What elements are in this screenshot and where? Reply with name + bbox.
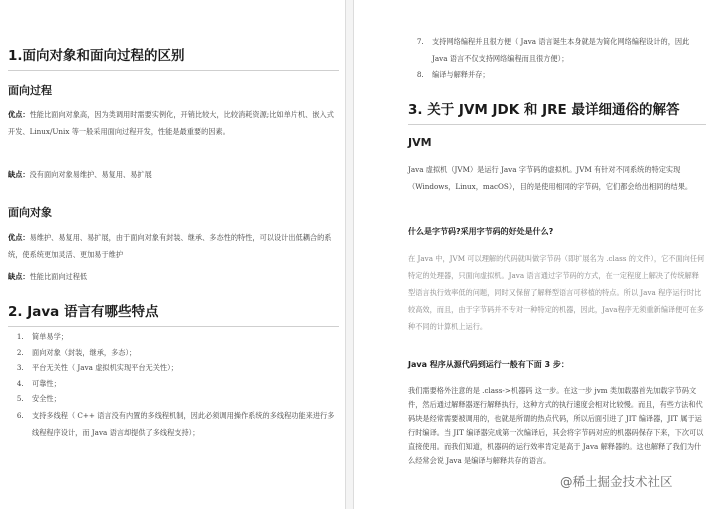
steps-paragraph: 我们需要格外注意的是 .class->机器码 这一步。在这一步 jvm 类加载器首先加载字节码文件，然后通过解释器逐行解释执行，这种方式的执行速度会相对比较慢。而且，有些方法和代码块是经常需要被调用的，也就是所谓的热点代码，所以后面引进了 JIT 编译器，JIT 属于运行时编译。当 JIT 编译器完成第一次编译后，其会将字节码对应的机器码保存下来，下次可以直接使用。而我们知道，机器码的运行效率肯定是高于 Java 解释器的。这也解释了我们为什么经常会说 Java 是编译与解释共存的语言。 [408, 386, 704, 465]
section1-rule [8, 70, 339, 71]
watermark-text: @稀土掘金技术社区 [560, 474, 673, 489]
steps-heading: Java 程序从源代码到运行一般有下面 3 步： [408, 360, 569, 369]
features-list [12, 329, 339, 441]
section2-title: 2. Java 语言有哪些特点 [8, 304, 159, 320]
section3-rule [408, 124, 706, 125]
list-item: 8. 编译与解释并存； [426, 67, 706, 83]
list-item: 7. 支持网络编程并且很方便（ Java 语言诞生本身就是为简化网络编程设计的，因此 Java 语言不仅支持网络编程而且很方便）； [426, 33, 706, 67]
procedural-heading: 面向过程 [8, 84, 52, 97]
section1-title: 1.面向对象和面向过程的区别 [8, 48, 185, 64]
left-page [0, 0, 346, 509]
bytecode-heading: 什么是字节码?采用字节码的好处是什么? [408, 227, 554, 236]
jvm-paragraph: Java 虚拟机（JVM）是运行 Java 字节码的虚拟机。JVM 有针对不同系统的特定实现（Windows，Linux，macOS），目的是使用相同的字节码，它们都会给出相同的结果。 [408, 165, 693, 191]
section2-rule [8, 326, 339, 327]
list-item: 4. 可靠性； [26, 376, 339, 392]
features-list-continued [412, 33, 706, 83]
oop-pros [8, 229, 339, 263]
procedural-pros-label: 优点： [8, 110, 30, 119]
list-item: 6. 支持多线程（ C++ 语言没有内置的多线程机制，因此必须调用操作系统的多线程功能来进行多线程程序设计，而 Java 语言却提供了多线程支持）； [26, 407, 339, 441]
procedural-cons [8, 166, 339, 183]
oop-heading: 面向对象 [8, 206, 52, 219]
bytecode-paragraph: 在 Java 中，JVM 可以理解的代码就叫做字节码（即扩展名为 .class 的文件），它不面向任何特定的处理器，只面向虚拟机。Java 语言通过字节码的方式，在一定程度上解决了传统解释型语言执行效率低的问题，同时又保留了解释型语言可移植的特点。所以 Java 程序运行时比较高效，而且，由于字节码并不专对一种特定的机器，因此，Java程序无须重新编译便可在多种不同的计算机上运行。 [408, 254, 705, 331]
oop-cons [8, 268, 339, 285]
oop-cons-label: 缺点： [8, 272, 30, 281]
oop-cons-text: 性能比面向过程低 [29, 272, 88, 281]
procedural-cons-label: 缺点： [8, 170, 30, 179]
jvm-heading: JVM [408, 136, 432, 149]
procedural-pros-text: 性能比面向对象高，因为类调用时需要实例化，开销比较大，比较消耗资源;比如单片机、嵌入式开发、Linux/Unix 等一般采用面向过程开发，性能是最重要的因素。 [8, 110, 334, 136]
section2-heading-block [8, 300, 339, 327]
procedural-pros [8, 106, 339, 140]
section1-heading-block [8, 44, 339, 71]
section3-heading-block [408, 98, 706, 125]
section3-title: 3. 关于 JVM JDK 和 JRE 最详细通俗的解答 [408, 102, 680, 118]
list-item: 2. 面向对象（封装，继承，多态）； [26, 345, 339, 361]
procedural-cons-text: 没有面向对象易维护、易复用、易扩展 [29, 170, 152, 179]
list-item: 3. 平台无关性（ Java 虚拟机实现平台无关性）； [26, 360, 339, 376]
oop-pros-text: 易维护、易复用、易扩展，由于面向对象有封装、继承、多态性的特性，可以设计出低耦合的系统，使系统更加灵活、更加易于维护 [8, 233, 332, 259]
list-item: 5. 安全性； [26, 391, 339, 407]
oop-pros-label: 优点： [8, 233, 30, 242]
list-item: 1. 简单易学； [26, 329, 339, 345]
right-page [353, 0, 720, 509]
